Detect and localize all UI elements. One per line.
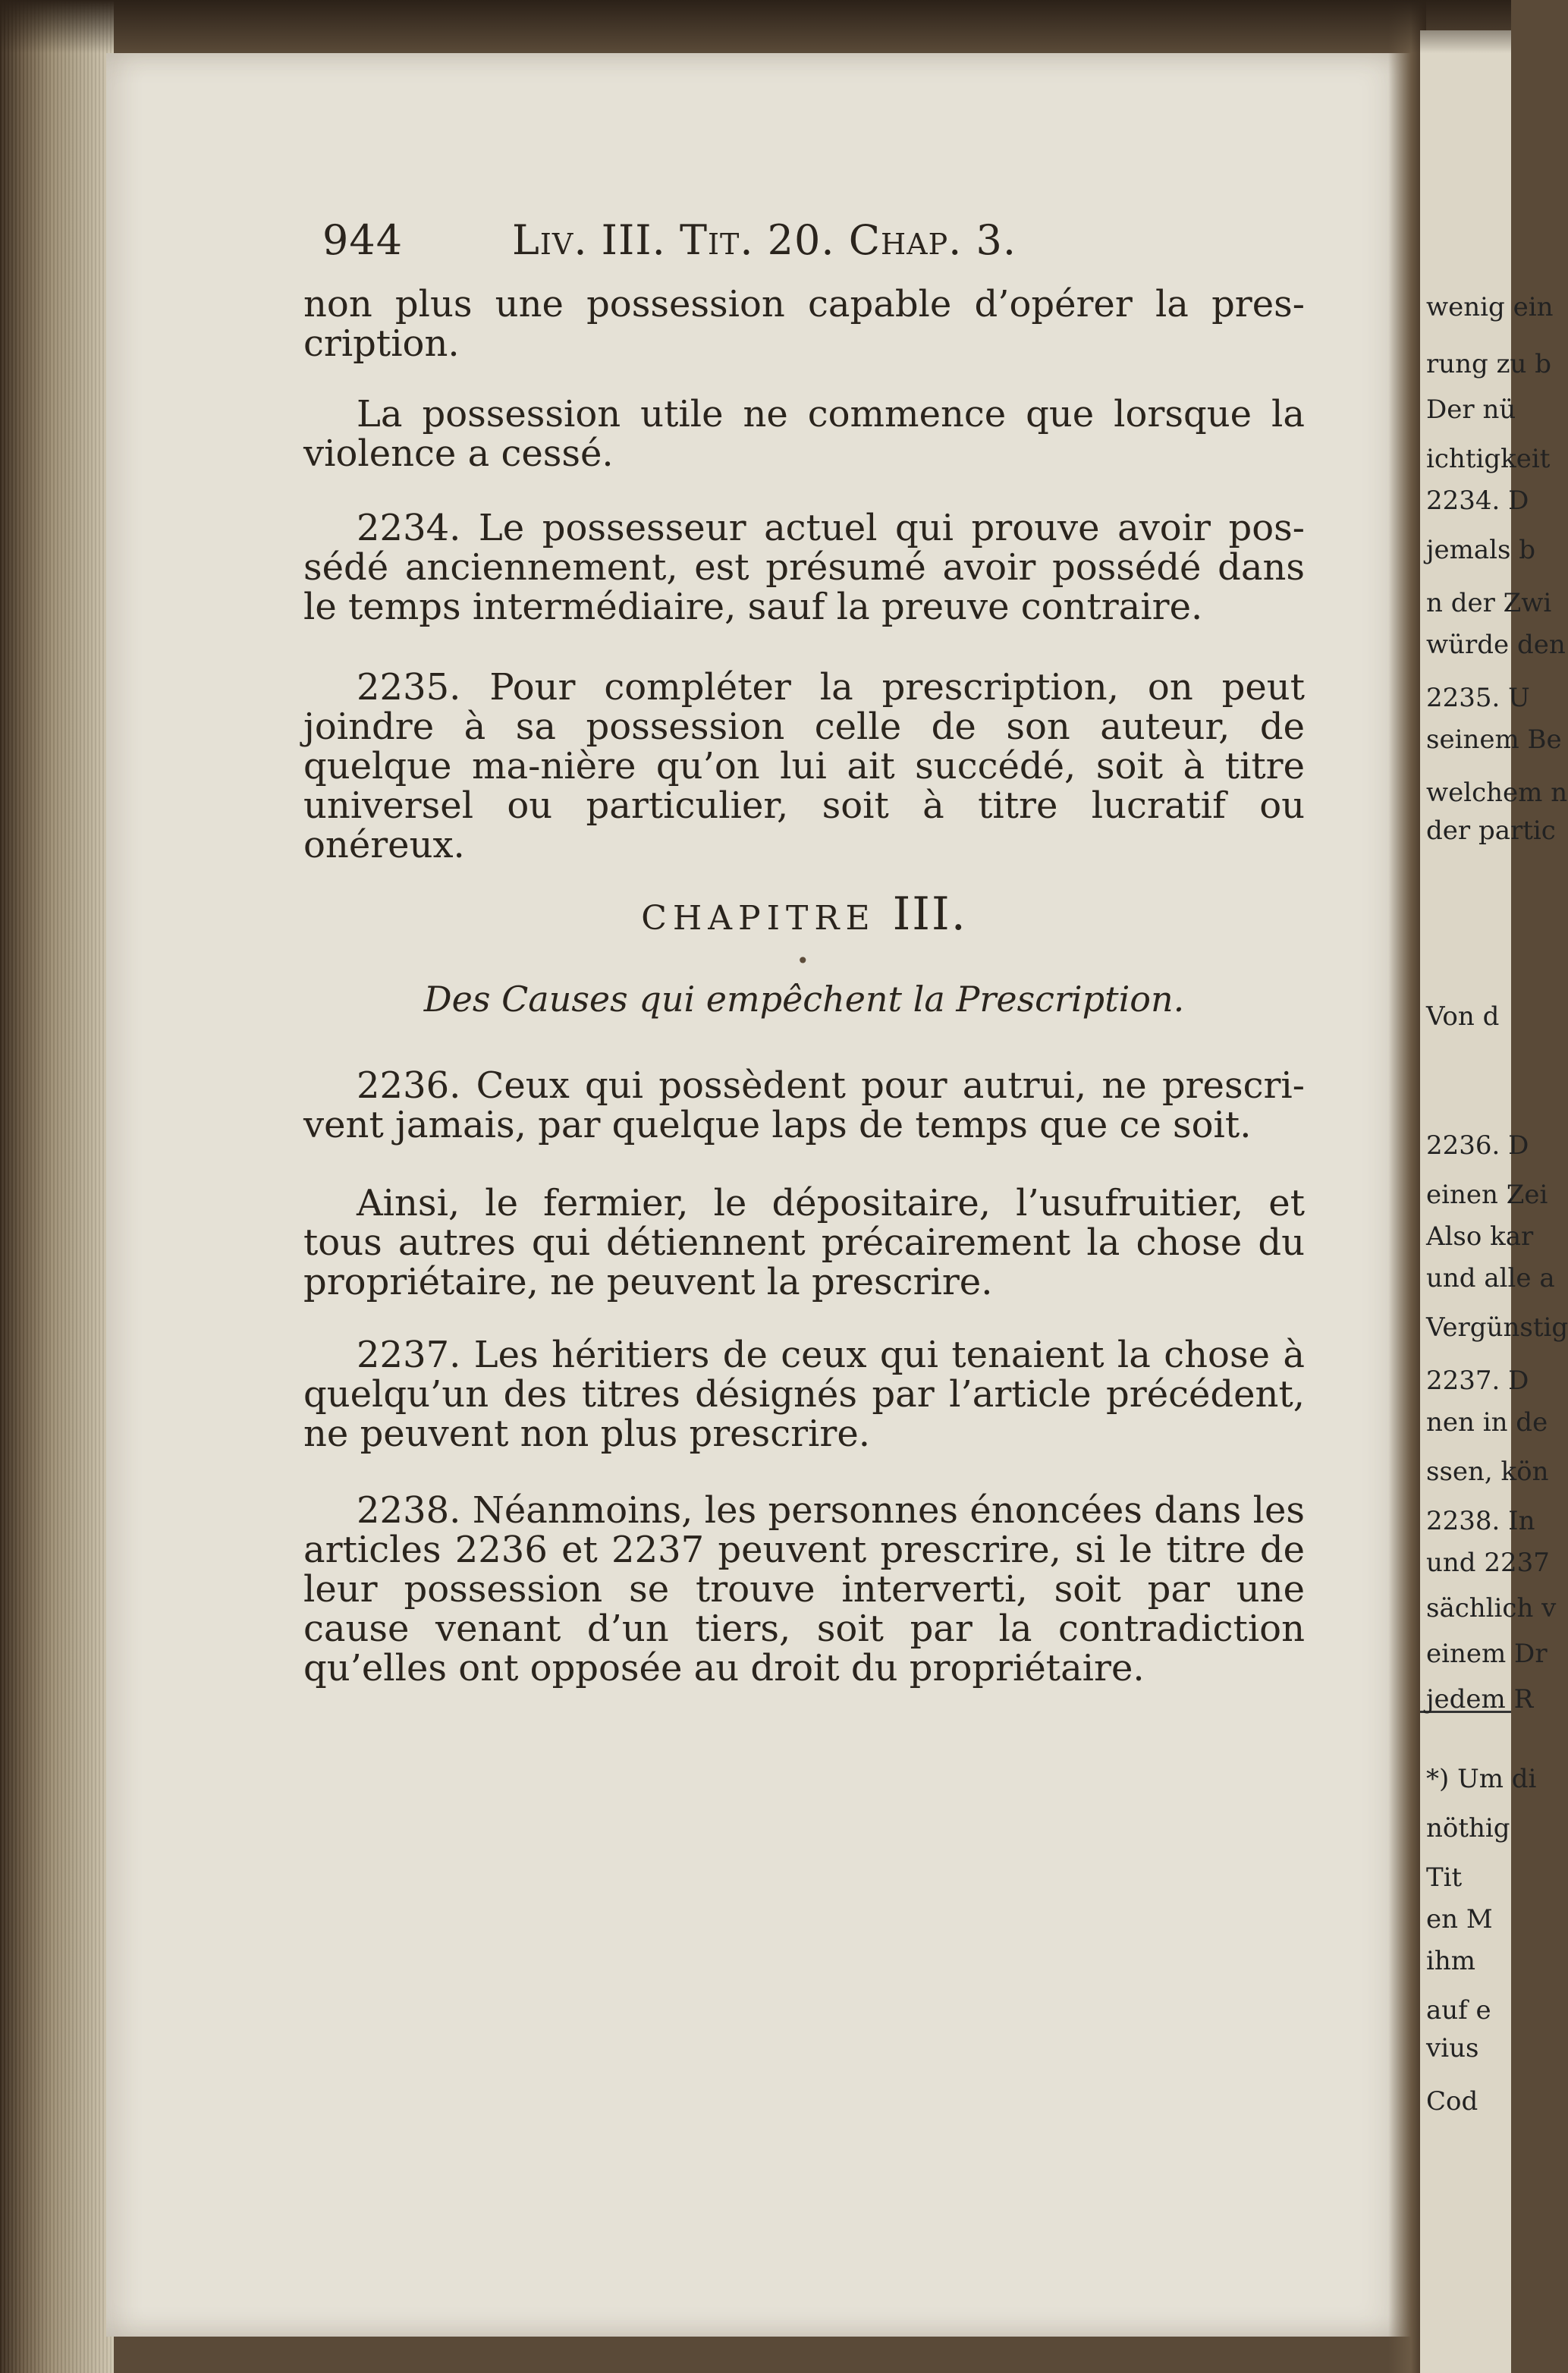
facing-page-fragment: der partic bbox=[1426, 816, 1556, 846]
facing-page-fragment: welchem n bbox=[1426, 778, 1568, 808]
facing-page-fragment: rung zu b bbox=[1426, 349, 1552, 379]
ornament-dot: • bbox=[797, 948, 809, 973]
facing-page-fragment: jedem R bbox=[1426, 1684, 1534, 1715]
facing-page-fragment: einen Zei bbox=[1426, 1180, 1548, 1210]
facing-page-fragment: ichtigkeit bbox=[1426, 444, 1551, 474]
facing-page-fragment: n der Zwi bbox=[1426, 588, 1552, 618]
facing-page-fragment: auf e bbox=[1426, 1995, 1491, 2026]
facing-page-fragment: und alle a bbox=[1426, 1263, 1555, 1293]
facing-page-fragment: Also kar bbox=[1426, 1221, 1534, 1252]
facing-page-fragment: sächlich v bbox=[1426, 1593, 1557, 1623]
facing-page-fragment: Der nü bbox=[1426, 394, 1516, 425]
paragraph: Ainsi, le fermier, le dépositaire, l’usufruitier, et tous autres qui détiennent précairement la chose du propriétaire, ne peuvent la prescrire. bbox=[303, 1182, 1305, 1303]
paragraph-continuation: non plus une possession capable d’opérer la pres-cription. bbox=[303, 283, 1305, 365]
facing-page-fragment: ihm bbox=[1426, 1946, 1476, 1976]
article-2238: 2238. Néanmoins, les personnes énoncées dans les articles 2236 et 2237 peuvent prescrire, si le titre de leur possession se trouve interverti, soit par une cause venant d’un tiers, soit par la contradiction qu’elles ont opposée au droit du propriétaire. bbox=[303, 1489, 1305, 1689]
facing-page-fragment: würde den bbox=[1426, 630, 1566, 660]
facing-page-fragment: *) Um di bbox=[1426, 1764, 1537, 1794]
page-number: 944 bbox=[322, 216, 404, 264]
chapter-number: III. bbox=[892, 888, 967, 941]
facing-page-fragment: und 2237 bbox=[1426, 1548, 1550, 1578]
article-2236: 2236. Ceux qui possèdent pour autrui, ne prescri-vent jamais, par quelque laps de temps que ce soit. bbox=[303, 1064, 1305, 1146]
facing-page-fragment: 2234. D bbox=[1426, 486, 1529, 516]
facing-page-fragment: wenig ein bbox=[1426, 292, 1554, 322]
article-2234: 2234. Le possesseur actuel qui prouve avoir pos-sédé anciennement, est présumé avoir possédé dans le temps intermédiaire, sauf la preuve contraire. bbox=[303, 507, 1305, 628]
article-2237: 2237. Les héritiers de ceux qui tenaient la chose à quelqu’un des titres désignés par l’article précédent, ne peuvent non plus prescrire. bbox=[303, 1334, 1305, 1455]
facing-page-fragment: 2235. U bbox=[1426, 683, 1530, 713]
running-header bbox=[322, 216, 1309, 277]
facing-page-fragment: Cod bbox=[1426, 2086, 1478, 2117]
chapter-label: CHAPITRE bbox=[641, 899, 876, 938]
paragraph: La possession utile ne commence que lorsque la violence a cessé. bbox=[303, 393, 1305, 475]
facing-page-fragment: Tit bbox=[1426, 1862, 1463, 1893]
facing-page-fragment: ssen, kön bbox=[1426, 1457, 1549, 1487]
facing-page-fragment: Von d bbox=[1426, 1001, 1500, 1032]
chapter-heading bbox=[303, 888, 1305, 941]
facing-page-fragment: seinem Be bbox=[1426, 724, 1562, 755]
facing-page-fragment: 2236. D bbox=[1426, 1130, 1529, 1161]
facing-page-fragment: en M bbox=[1426, 1904, 1493, 1935]
facing-page-fragment: 2238. In bbox=[1426, 1506, 1535, 1536]
article-2235: 2235. Pour compléter la prescription, on peut joindre à sa possession celle de son auteur, de quelque ma-nière qu’on lui ait succédé, soit à titre universel ou particulier, soit à titre lucratif ou onéreux. bbox=[303, 666, 1305, 866]
running-title: Liv. III. Tit. 20. Chap. 3. bbox=[512, 216, 1017, 264]
chapter-subtitle: Des Causes qui empêchent la Prescription. bbox=[423, 979, 1185, 1020]
facing-page-fragment: Vergünstig bbox=[1426, 1312, 1568, 1343]
facing-page-fragment: 2237. D bbox=[1426, 1366, 1529, 1396]
facing-page-fragment: nen in de bbox=[1426, 1407, 1548, 1438]
facing-page-fragment: vius bbox=[1426, 2033, 1479, 2063]
facing-page-fragment: nöthig bbox=[1426, 1813, 1510, 1843]
facing-page-fragment: einem Dr bbox=[1426, 1639, 1548, 1669]
facing-page-fragment: jemals b bbox=[1426, 535, 1536, 565]
